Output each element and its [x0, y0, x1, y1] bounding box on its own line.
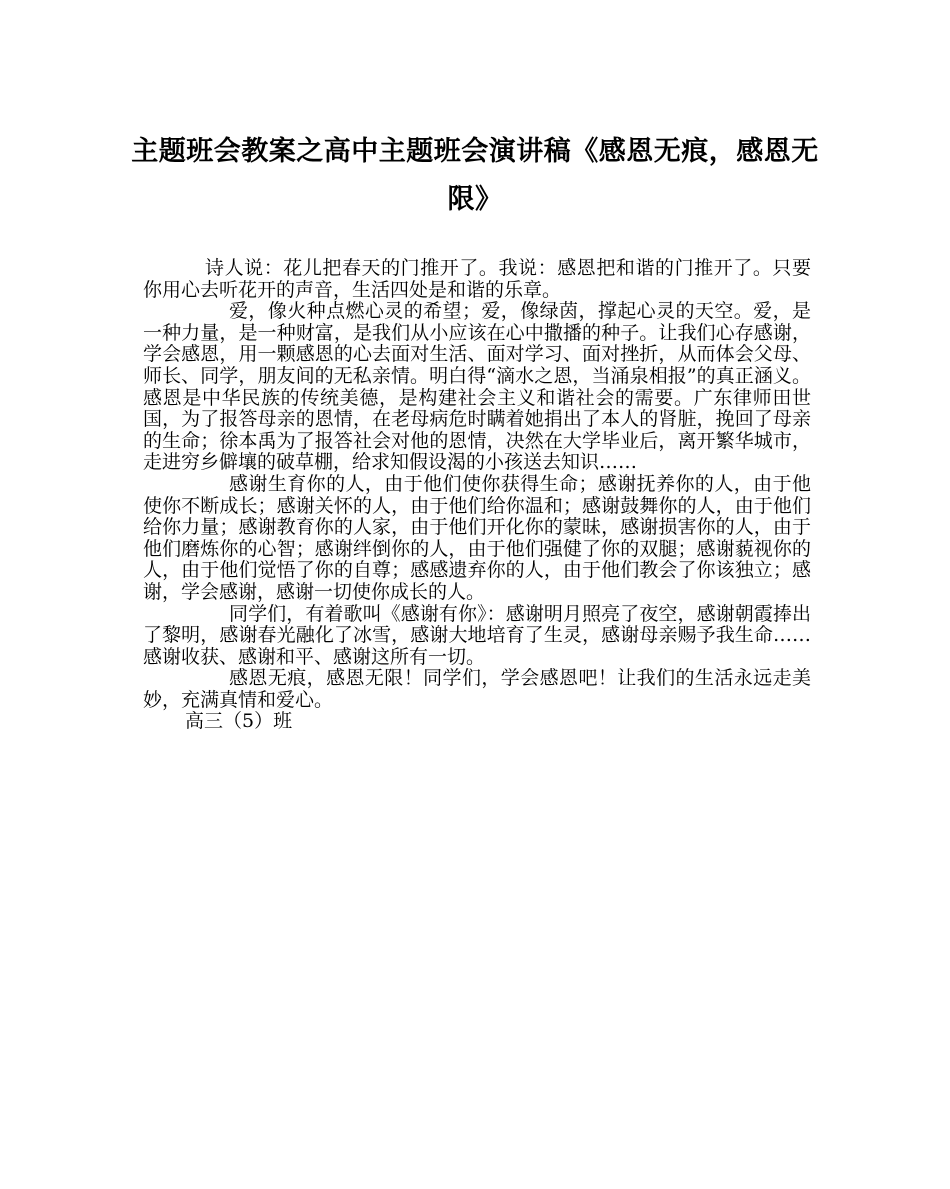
paragraph-song: 同学们，有着歌叫《感谢有你》：感谢明月照亮了夜空，感谢朝霞捧出了黎明，感谢春光融化了冰雪，感谢大地培育了生灵，感谢母亲赐予我生命……感谢收获、感谢和平、感谢这所有一切。 — [143, 602, 811, 668]
paragraph-love: 爱，像火种点燃心灵的希望；爱，像绿茵，撑起心灵的天空。爱，是一种力量，是一种财富，是我们从小应该在心中撒播的种子。让我们心存感谢，学会感恩，用一颗感恩的心去面对生活、面对学习、面对挫折，从而体会父母、师长、同学，朋友间的无私亲情。明白得“滴水之恩，当涌泉相报”的真正涵义。感恩是中华民族的传统美德，是构建社会主义和谐社会的需要。广东律师田世国，为了报答母亲的恩情，在老母病危时瞒着她捐出了本人的肾脏，挽回了母亲的生命；徐本禹为了报答社会对他的恩情，决然在大学毕业后，离开繁华城市，走进穷乡僻壤的破草棚，给求知假设渴的小孩送去知识…… — [143, 300, 811, 474]
document-body — [143, 258, 811, 733]
paragraph-closing: 感恩无痕，感恩无限！同学们，学会感恩吧！让我们的生活永远走美妙，充满真情和爱心。 — [143, 667, 811, 711]
class-signature: 高三（5）班 — [185, 710, 293, 733]
document-title: 主题班会教案之高中主题班会演讲稿《感恩无痕，感恩无限》 — [131, 136, 819, 215]
paragraph-thanks: 感谢生育你的人，由于他们使你获得生命；感谢抚养你的人，由于他使你不断成长；感谢关怀的人，由于他们给你温和；感谢鼓舞你的人，由于他们给你力量；感谢教育你的人家，由于他们开化你的蒙昧，感谢损害你的人，由于他们磨炼你的心智；感谢绊倒你的人，由于他们强健了你的双腿；感谢藐视你的人，由于他们觉悟了你的自尊；感感遗弃你的人，由于他们教会了你该独立；感谢，学会感谢，感谢一切使你成长的人。 — [143, 472, 811, 603]
paragraph-poet: 诗人说：花儿把春天的门推开了。我说：感恩把和谐的门推开了。只要你用心去听花开的声音，生活四处是和谐的乐章。 — [143, 257, 811, 301]
